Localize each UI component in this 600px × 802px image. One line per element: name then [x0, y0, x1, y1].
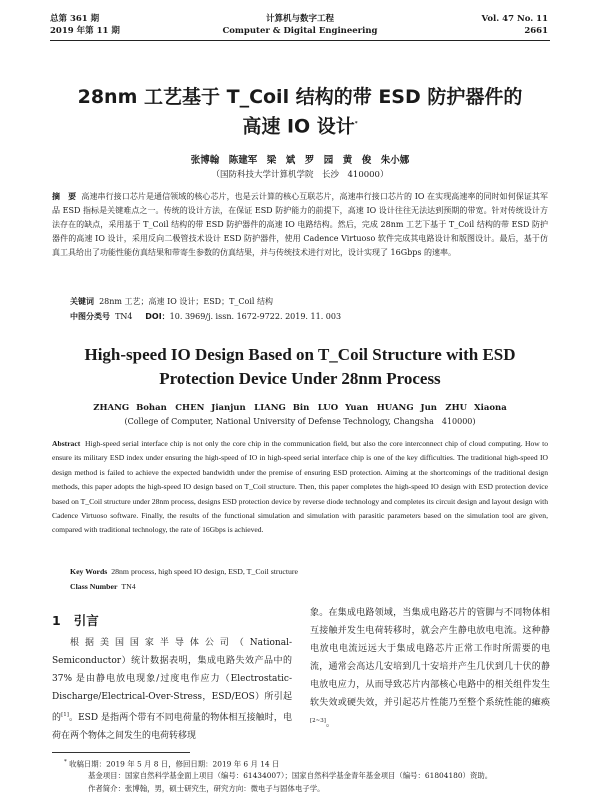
abstract-en-label: Abstract [52, 439, 81, 448]
running-header [0, 13, 600, 39]
affiliation-en: (College of Computer, National University of Defense Technology, Changsha 410000) [124, 417, 476, 426]
clc-cn-code: TN4 [115, 312, 133, 321]
classification-en [70, 582, 136, 591]
keywords-cn-label: 关键词 [70, 297, 94, 306]
clc-en-label: Class Number [70, 582, 118, 591]
keywords-en [70, 567, 298, 576]
keywords-cn-text: 28nm 工艺；高速 IO 设计；ESD；T_Coil 结构 [99, 297, 274, 306]
authors-en: ZHANG Bohan CHEN Jianjun LIANG Bin LUO Yuan HUANG Jun ZHU Xiaona [93, 403, 507, 413]
section-title: 引言 [73, 613, 99, 628]
header-vol-no: Vol. 47 No. 11 [481, 14, 548, 24]
title-en-line2: Protection Device Under 28nm Process [159, 369, 441, 388]
page-title-en [0, 343, 600, 391]
clc-en-code: TN4 [121, 582, 136, 591]
page-title-cn [0, 84, 600, 140]
keywords-en-text: 28nm process, high speed IO design, ESD, T_Coil structure [111, 567, 298, 576]
body-column-right [310, 604, 550, 733]
clc-cn-label: 中图分类号 [70, 312, 110, 321]
authors-cn: 张博翰 陈建军 梁 斌 罗 园 黄 俊 朱小娜 [190, 155, 410, 166]
body-column-left [52, 634, 292, 745]
title-cn-line2: 高速 IO 设计 [242, 115, 355, 138]
abstract-cn-label: 摘 要 [52, 192, 77, 201]
title-cn-line1: 28nm 工艺基于 T_Coil 结构的带 ESD 防护器件的 [77, 86, 523, 108]
body-right-text: 象。在集成电路领域，当集成电路芯片的管脚与不同物体相互接触并发生电荷转移时，就会产生静电放电电流。这种静电放电电流远远大于集成电路芯片正常工作时所需要的电流，通常会高达几安培到几十安培并产生几伏到几十伏的静电放电应力，从而导致芯片内部核心电路中的相关组件发生软失效或硬失效，并引起芯片性能乃至整个系统性能的瘫痪 [310, 608, 550, 708]
body-left-text-cont: 。ESD 是指两个带有不同电荷量的物体相互接触时，电荷在两个物体之间发生的电荷转移现 [52, 713, 292, 741]
body-right-end: 。 [325, 719, 335, 729]
abstract-en-text: High-speed serial interface chip is not only the core chip in the communication field, but also the core interconnect chip of cloud computing. How to ensure its military ESD index under ensuring the high-speed of IO in high-speed serial interface chip is one of the key difficulties. The traditional high-speed IO design method is failed to achieve the expected bandwidth under the premise of ensuring ESD protection. Aiming at the shortcomings of the traditional design methods, this paper adopts the high-speed IO design based on T_Coil structure. Then, this paper completes the high-speed IO design with ESD protection device based on T_Coil structure under 28nm process, designs ESD protection device by reverse diode technology and completes its circuit design and layout design with Cadence Virtuoso software. Finally, the results of the functional simulation and simulation with parasitic parameters based on the simulation tool are given, compared with traditional technology, the rate of 16Gbps is achieved. [52, 439, 549, 535]
citation-2-3: [2~3] [310, 718, 326, 724]
keywords-en-label: Key Words [70, 567, 108, 576]
header-journal-cn: 计算机与数字工程 [265, 14, 334, 24]
footnote-mark: * [64, 759, 67, 765]
footnote-author: 作者简介：张博翰，男，硕士研究生，研究方向：微电子与固体电子学。 [88, 784, 325, 793]
title-footnote-mark: * [354, 121, 358, 127]
header-volume [482, 13, 548, 37]
header-rule [50, 40, 550, 41]
footnote-rule [52, 752, 190, 753]
affiliation-cn: （国防科技大学计算机学院 长沙 410000） [211, 170, 389, 180]
classification-cn [70, 311, 341, 322]
citation-1: [1] [61, 712, 69, 718]
abstract-cn-text: 高速串行接口芯片是通信领域的核心芯片，也是云计算的核心互联芯片，高速串行接口芯片的 IO 在实现高速率的同时如何保证其军品 ESD 指标是关键难点之一。传统的设计方法，在保证 ESD 防护能力的前提下，高速 IO 设计往往无法达到预期的带宽。针对传统设计方法存在的缺点，采用基于 T_Coil 结构的带 ESD 防护器件的高速 IO 电路结构。然后，完成 28nm 工艺下基于 T_Coil 结构的带 ESD 防护器件的高速 IO 设计，采用反向二极管技术设计 ESD 防护器件，使用 Cadence Virtuoso 软件完成其电路设计和版图设计。最后，基于仿真工具给出了功能性能仿真结果和带寄生参数的仿真结果，并与传统技术进行对比，设计实现了 16Gbps 的速率。 [52, 192, 548, 257]
abstract-en [52, 437, 548, 538]
footnote-funding: 基金项目：国家自然科学基金面上项目（编号：61434007）；国家自然科学基金青年基金项目（编号：61804180）资助。 [88, 771, 493, 780]
header-year-issue: 2019 年第 11 期 [50, 26, 120, 36]
doi-label: DOI： [145, 312, 170, 321]
keywords-cn [70, 296, 273, 307]
header-journal-en: Computer & Digital Engineering [222, 26, 378, 36]
doi-value: 10. 3969/j. issn. 1672-9722. 2019. 11. 003 [169, 312, 342, 321]
body-left-text: 根据美国国家半导体公司（National-Semiconductor）统计数据表明，集成电路失效产品中的 37% 是由静电放电现象/过度电作应力（Electrostatic-Discharge/Electrical-Over-Stress，ESD/EOS）所引起的 [52, 638, 292, 723]
header-page-number: 2661 [524, 26, 548, 36]
section-number: 1 [52, 613, 61, 628]
title-en-line1: High-speed IO Design Based on T_Coil Structure with ESD [84, 345, 516, 364]
section-heading [52, 611, 99, 629]
header-total-issue: 总第 361 期 [50, 14, 100, 24]
footnote-received-text: 收稿日期：2019 年 5 月 8 日，修回日期：2019 年 6 月 14 日 [69, 759, 280, 769]
abstract-cn [52, 190, 548, 260]
